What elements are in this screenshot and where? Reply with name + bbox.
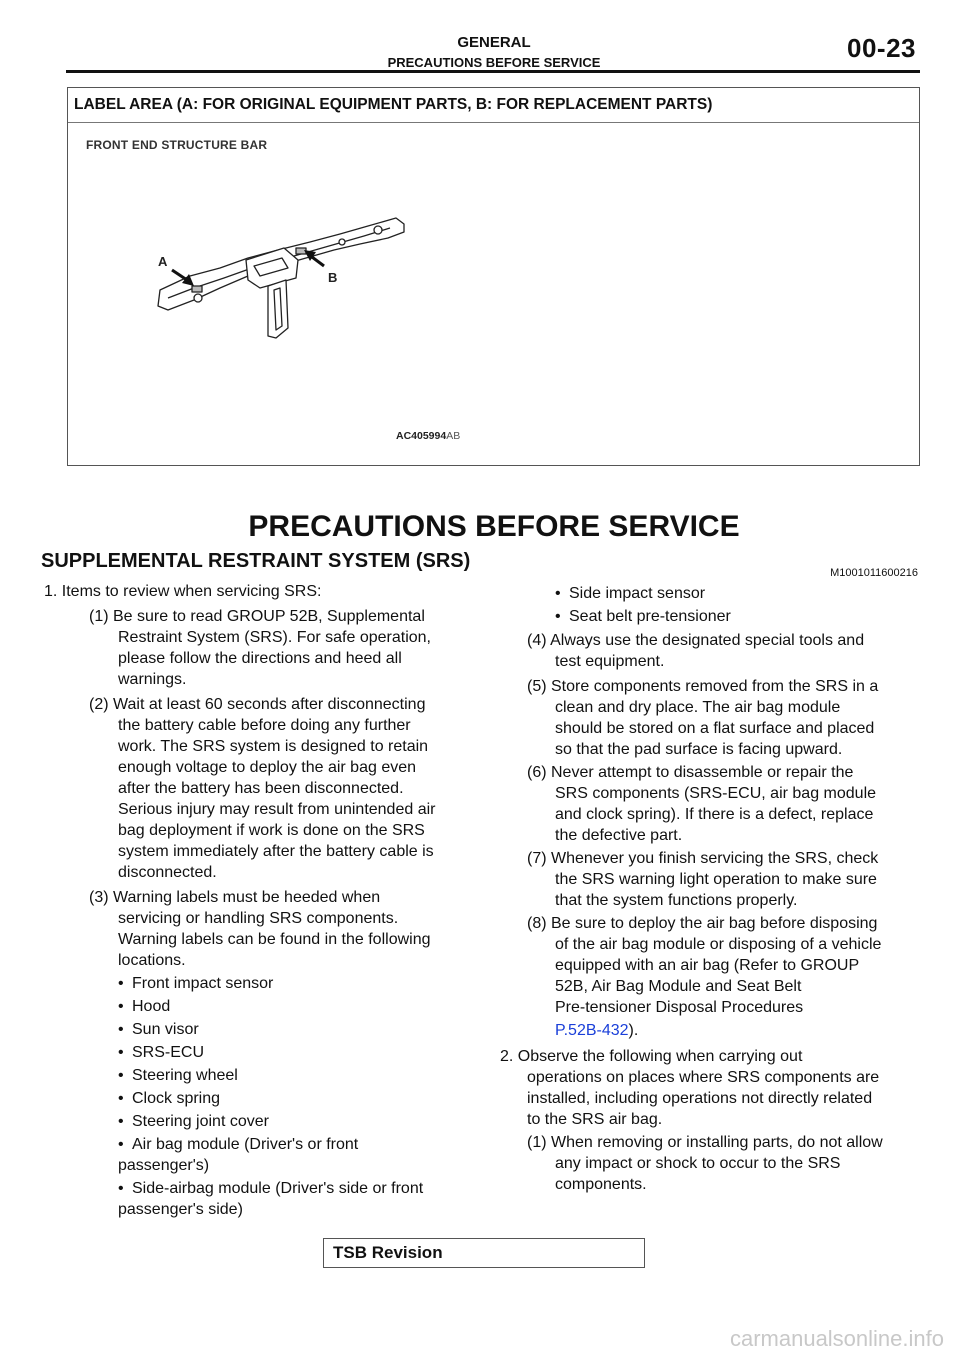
subsection-header: PRECAUTIONS BEFORE SERVICE — [387, 55, 601, 70]
bullet-wrap: passenger's) — [118, 1157, 210, 1174]
bullet-icon: • — [118, 1113, 124, 1130]
bullet-item: • Air bag module (Driver's or front — [118, 1136, 359, 1153]
bullet-item: • Hood — [118, 998, 171, 1015]
tsb-revision-box — [323, 1238, 645, 1268]
bullet-item: • Steering joint cover — [118, 1113, 269, 1130]
bullet-icon: • — [118, 1021, 124, 1038]
bullet-icon: • — [118, 1067, 124, 1084]
item-2-line-1: 2. Observe the following when carrying out — [500, 1048, 803, 1065]
watermark: carmanualsonline.info — [729, 1326, 944, 1351]
figure-box — [67, 87, 920, 466]
item-2-line-2: operations on places where SRS components are — [527, 1069, 880, 1086]
step-1-line-1: (1) Be sure to read GROUP 52B, Supplemental — [89, 608, 425, 625]
step-6-line-2: SRS components (SRS-ECU, air bag module — [555, 785, 877, 802]
front-end-structure-bar-illustration — [128, 198, 428, 358]
section-code: M1001011600216 — [830, 567, 918, 579]
bullet-icon: • — [555, 585, 561, 602]
bullet-item: • Side-airbag module (Driver's side or front — [118, 1180, 424, 1197]
figure-caption: LABEL AREA (A: FOR ORIGINAL EQUIPMENT PARTS, B: FOR REPLACEMENT PARTS) — [74, 96, 713, 113]
bullet-item: • SRS-ECU — [118, 1044, 205, 1061]
figure-code: AC405994AB — [396, 430, 461, 442]
bullet-icon: • — [118, 975, 124, 992]
step-8-line-1: (8) Be sure to deploy the air bag before disposing — [527, 915, 878, 932]
step-8-line-3: equipped with an air bag (Refer to GROUP — [555, 957, 860, 974]
bullet-item: • Clock spring — [118, 1090, 221, 1107]
step-6-line-3: and clock spring). If there is a defect, replace — [555, 806, 874, 823]
step-3-line-1: (3) Warning labels must be heeded when — [89, 889, 381, 906]
step-7-line-1: (7) Whenever you finish servicing the SRS, check — [527, 850, 879, 867]
bullet-item: • Seat belt pre-tensioner — [555, 608, 731, 625]
step-1-line-4: warnings. — [118, 671, 187, 688]
step-5-line-4: so that the pad surface is facing upward. — [555, 741, 843, 758]
step-1-line-2: Restraint System (SRS). For safe operation, — [118, 629, 431, 646]
step-8-line-4: 52B, Air Bag Module and Seat Belt — [555, 978, 802, 995]
bullet-wrap: passenger's side) — [118, 1201, 243, 1218]
step-7-line-3: that the system functions properly. — [555, 892, 798, 909]
bullet-item: • Sun visor — [118, 1021, 199, 1038]
item-2-line-4: to the SRS air bag. — [527, 1111, 663, 1128]
step-1-line-3: please follow the directions and heed all — [118, 650, 402, 667]
step-4-line-1: (4) Always use the designated special tools and — [527, 632, 865, 649]
step-5-line-2: clean and dry place. The air bag module — [555, 699, 841, 716]
marker-a: A — [158, 254, 168, 269]
step-3-line-2: servicing or handling SRS components. — [118, 910, 399, 927]
part-label: FRONT END STRUCTURE BAR — [86, 138, 268, 152]
step-7-line-2: the SRS warning light operation to make sure — [555, 871, 877, 888]
bullet-item: • Steering wheel — [118, 1067, 238, 1084]
step-2-line-1: (2) Wait at least 60 seconds after disconnecting — [89, 696, 426, 713]
step-8-line-2: of the air bag module or disposing of a vehicle — [555, 936, 882, 953]
reference-link[interactable]: P.52B-432 — [555, 1022, 629, 1039]
page-number: 00-23 — [847, 33, 916, 63]
bullet-item: • Front impact sensor — [118, 975, 274, 992]
step-2-line-7: bag deployment if work is done on the SRS — [118, 822, 425, 839]
step-5-line-1: (5) Store components removed from the SRS in a — [527, 678, 879, 695]
step-3-line-4: locations. — [118, 952, 186, 969]
item-1: 1. Items to review when servicing SRS: — [44, 583, 322, 600]
step-8-line-5: Pre-tensioner Disposal Procedures — [555, 999, 804, 1016]
bullet-icon: • — [118, 1090, 124, 1107]
item-2-step-1-line-1: (1) When removing or installing parts, do not allow — [527, 1134, 883, 1151]
item-2-line-3: installed, including operations not directly related — [527, 1090, 873, 1107]
step-8-ref: P.52B-432). — [555, 1022, 639, 1039]
step-2-line-2: the battery cable before doing any further — [118, 717, 411, 734]
step-2-line-6: Serious injury may result from unintended air — [118, 801, 436, 818]
step-2-line-4: enough voltage to deploy the air bag even — [118, 759, 417, 776]
step-2-line-5: after the battery has been disconnected. — [118, 780, 404, 797]
marker-b: B — [328, 270, 338, 285]
bullet-icon: • — [555, 608, 561, 625]
step-5-line-3: should be stored on a flat surface and placed — [555, 720, 875, 737]
step-4-line-2: test equipment. — [555, 653, 665, 670]
bullet-icon: • — [118, 1044, 124, 1061]
item-2-step-1-line-3: components. — [555, 1176, 647, 1193]
step-6-line-4: the defective part. — [555, 827, 683, 844]
step-2-line-3: work. The SRS system is designed to retain — [118, 738, 429, 755]
bullet-icon: • — [118, 1180, 124, 1197]
section-title: SUPPLEMENTAL RESTRAINT SYSTEM (SRS) — [41, 550, 471, 572]
page-title: PRECAUTIONS BEFORE SERVICE — [248, 510, 740, 543]
step-3-line-3: Warning labels can be found in the following — [118, 931, 431, 948]
figure-caption-bar — [68, 88, 919, 123]
tsb-revision-label: TSB Revision — [333, 1243, 443, 1262]
section-header: GENERAL — [457, 34, 531, 51]
header-rule — [66, 70, 920, 73]
bullet-item: • Side impact sensor — [555, 585, 706, 602]
step-2-line-8: system immediately after the battery cable is — [118, 843, 434, 860]
step-6-line-1: (6) Never attempt to disassemble or repair the — [527, 764, 854, 781]
step-2-line-9: disconnected. — [118, 864, 217, 881]
item-2-step-1-line-2: any impact or shock to occur to the SRS — [555, 1155, 841, 1172]
bullet-icon: • — [118, 998, 124, 1015]
bullet-icon: • — [118, 1136, 124, 1153]
